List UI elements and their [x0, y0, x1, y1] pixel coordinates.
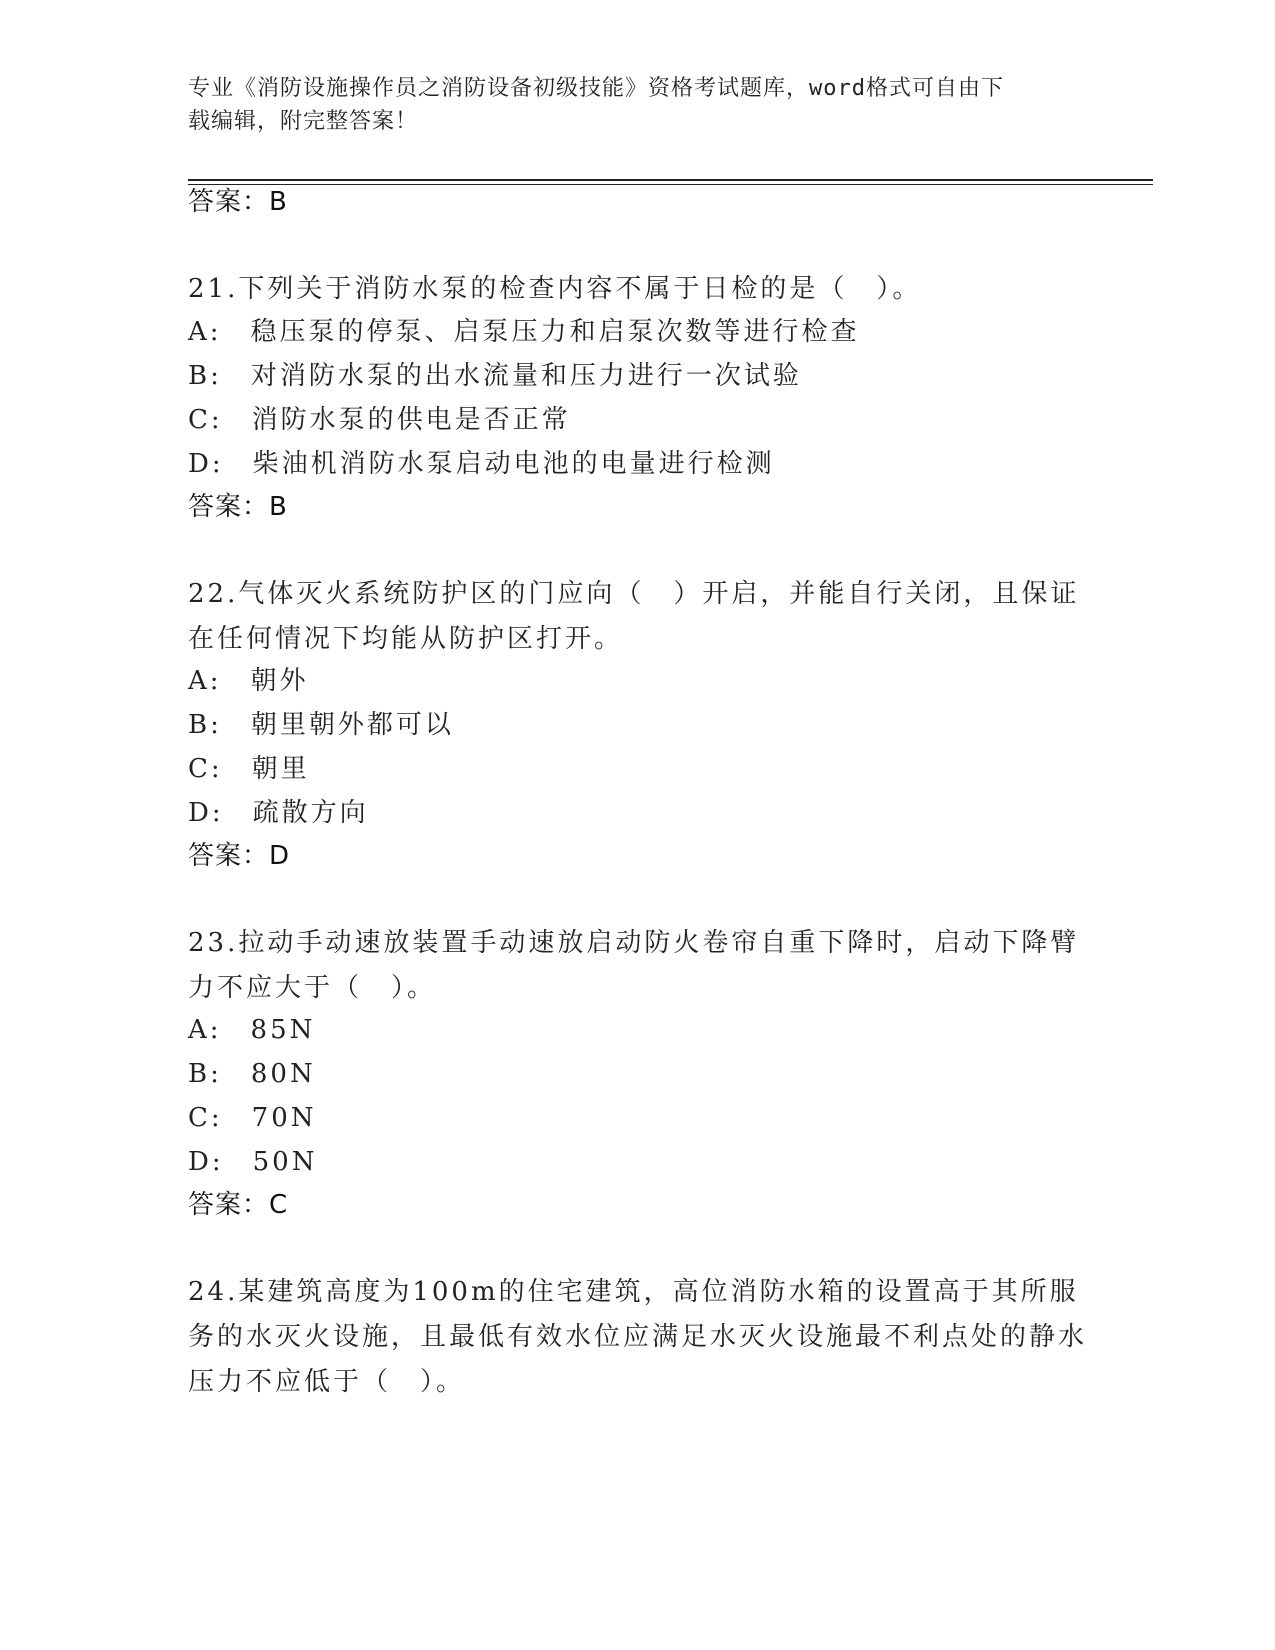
question-23-stem: 23.拉动手动速放装置手动速放启动防火卷帘自重下降时，启动下降臂力不应大于（ ）。: [188, 928, 1080, 1003]
question-23-answer: 答案：C: [188, 1190, 289, 1220]
question-24-stem: 24.某建筑高度为100m的住宅建筑，高位消防水箱的设置高于其所服务的水灭火设施，且最低有效水位应满足水灭火设施最不利点处的静水压力不应低于（ ）。: [188, 1277, 1088, 1397]
question-23-option-d: D: 50N: [188, 1147, 318, 1177]
question-21-option-b: B: 对消防水泵的出水流量和压力进行一次试验: [188, 361, 802, 391]
question-21-answer: 答案：B: [188, 492, 288, 522]
previous-answer: 答案：B: [188, 187, 288, 217]
header-line-2: 载编辑，附完整答案！: [188, 109, 419, 134]
question-22-option-b: B: 朝里朝外都可以: [188, 710, 454, 740]
question-22-stem: 22.气体灭火系统防护区的门应向（ ）开启，并能自行关闭，且保证在任何情况下均能从防护区打开。: [188, 579, 1080, 654]
question-21-option-c: C: 消防水泵的供电是否正常: [188, 405, 571, 435]
question-23-option-c: C: 70N: [188, 1103, 317, 1133]
header-divider-thick: [188, 179, 1153, 181]
header-divider-thin: [188, 184, 1153, 185]
header-line-1: 专业《消防设施操作员之消防设备初级技能》资格考试题库，word格式可自由下: [188, 76, 1004, 101]
question-22-option-d: D: 疏散方向: [188, 798, 369, 828]
document-header: [188, 72, 1068, 138]
question-21-option-a: A: 稳压泵的停泵、启泵压力和启泵次数等进行检查: [188, 317, 860, 347]
question-21-option-d: D: 柴油机消防水泵启动电池的电量进行检测: [188, 449, 775, 479]
question-22-option-a: A: 朝外: [188, 666, 309, 696]
question-21-stem: 21.下列关于消防水泵的检查内容不属于日检的是（ ）。: [188, 274, 922, 304]
question-22-answer: 答案：D: [188, 841, 291, 871]
question-23-option-a: A: 85N: [188, 1015, 316, 1045]
question-23-option-b: B: 80N: [188, 1059, 316, 1089]
question-22-option-c: C: 朝里: [188, 754, 310, 784]
